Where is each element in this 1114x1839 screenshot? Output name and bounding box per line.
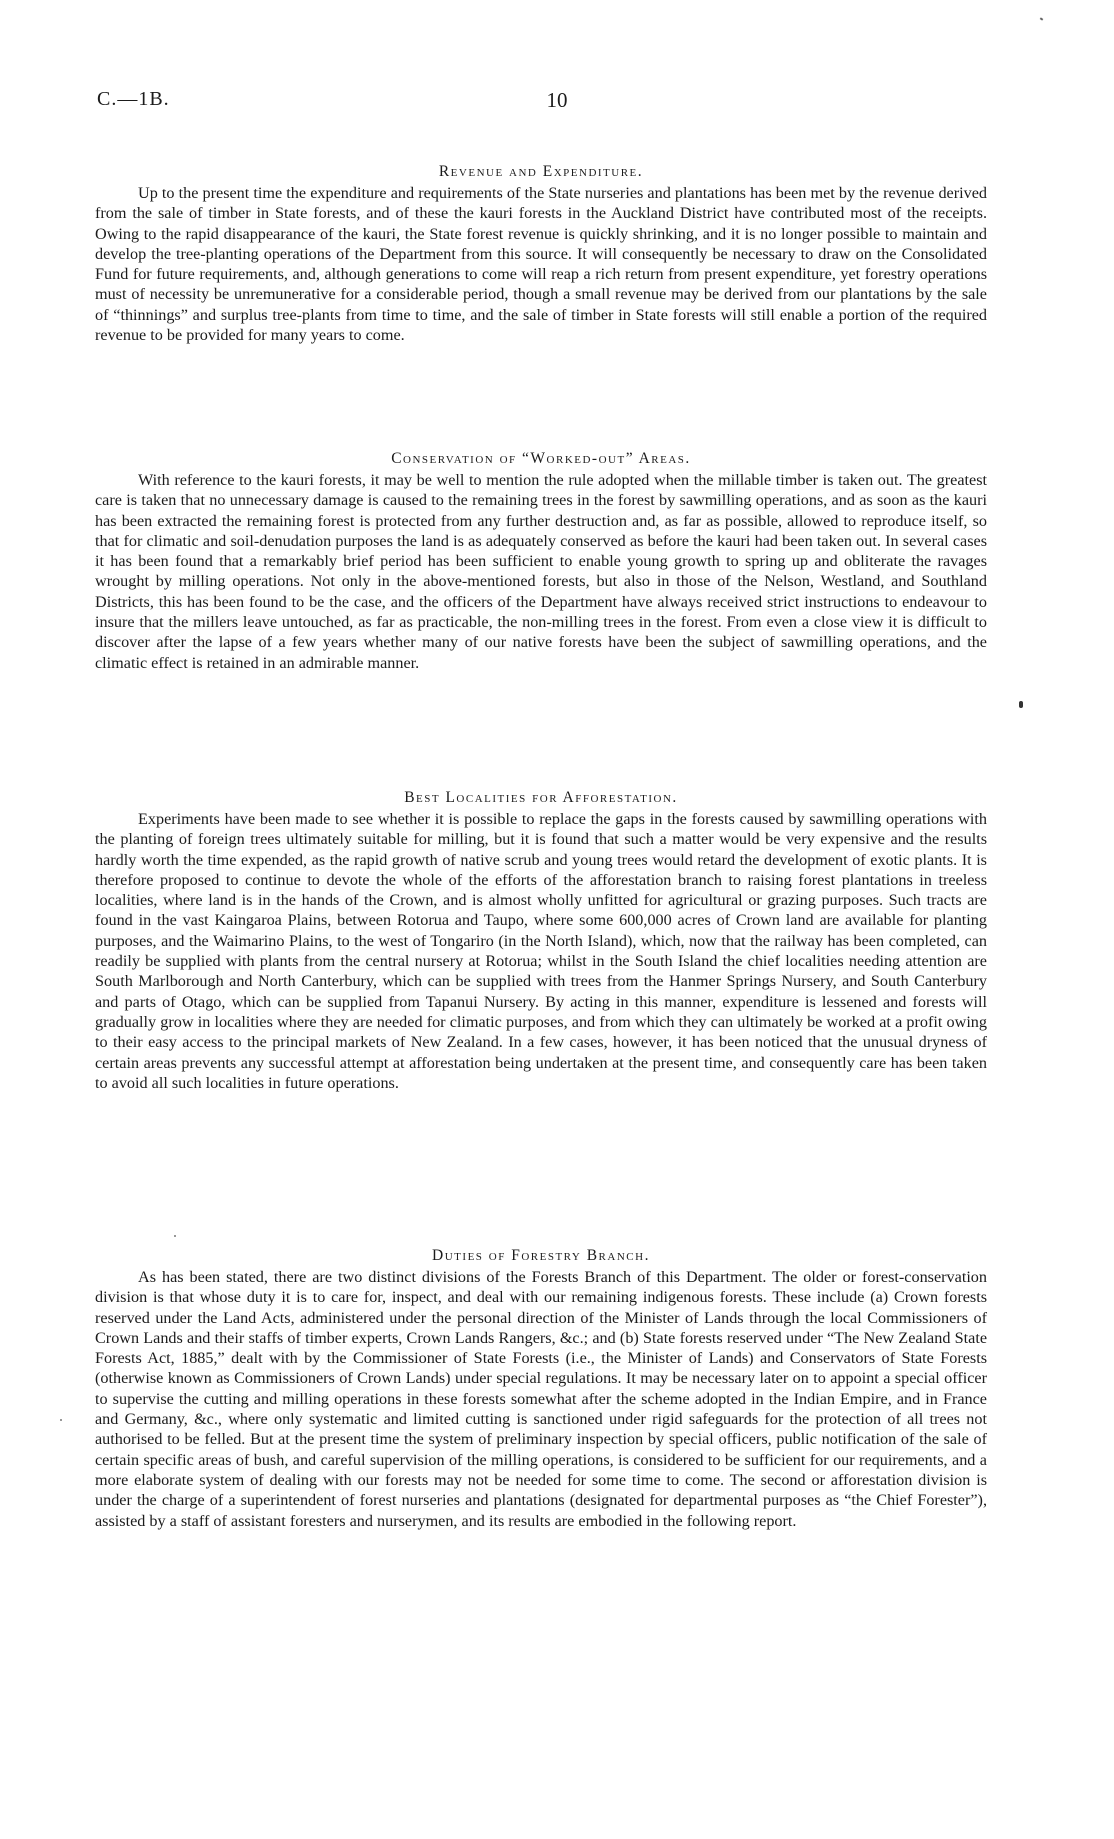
section-duties-of-forestry-branch <box>95 1244 987 1531</box>
section-paragraph: As has been stated, there are two distinct divisions of the Forests Branch of this Department. The older or forest-conservation division is that whose duty it is to care for, inspect, and deal with our remaining indigenous forests. These include (a) Crown forests reserved under the Land Acts, administered under the personal direction of the Minister of Lands through the local Commissioners of Crown Lands and their staffs of timber experts, Crown Lands Rangers, &c.; and (b) State forests reserved under “The New Zealand State Forests Act, 1885,” dealt with by the Commissioner of State Forests (i.e., the Minister of Lands) and Conservators of State Forests (otherwise known as Commissioners of Crown Lands) under special regulations. It may be necessary later on to appoint a special officer to supervise the cutting and milling operations in these forests somewhat after the scheme adopted in the Indian Empire, and in France and Germany, &c., where only systematic and limited cutting is sanctioned under rigid safeguards for the protection of all trees not authorised to be felled. But at the present time the system of preliminary inspection by special officers, public notification of the sale of certain specific areas of bush, and careful supervision of the milling operations, is considered to be sufficient for our requirements, and a more elaborate system of dealing with our forests may not be needed for some time to come. The second or afforestation division is under the charge of a superintendent of forest nurseries and plantations (designated for departmental purposes as “the Chief Forester”), assisted by a staff of assistant foresters and nurserymen, and its results are embodied in the following report. <box>95 1268 987 1530</box>
page-header <box>97 88 1017 118</box>
scan-speck <box>174 1235 176 1237</box>
section-heading: Best Localities for Afforestation. <box>404 789 678 806</box>
section-paragraph: Up to the present time the expenditure and requirements of the State nurseries and plantations has been met by the revenue derived from the sale of timber in State forests, and of these the kauri forests in the Auckland District have contributed most of the receipts. Owing to the rapid disappearance of the kauri, the State forest revenue is quickly shrinking, and it is no longer possible to maintain and develop the tree-planting operations of the Department from this source. It will consequently be necessary to draw on the Consolidated Fund for future requirements, and, although generations to come will reap a rich return from present expenditure, yet forestry operations must of necessity be unremunerative for a considerable period, though a small revenue may be derived from our plantations by the sale of “thinnings” and surplus tree-plants from time to time, and the sale of timber in State forests will still enable a portion of the required revenue to be provided for many years to come. <box>95 184 987 345</box>
section-heading: Conservation of “Worked-out” Areas. <box>391 450 691 467</box>
section-paragraph: Experiments have been made to see whether it is possible to replace the gaps in the forests caused by sawmilling operations with the planting of foreign trees ultimately suitable for milling, but it is found that such a matter would be very expensive and the results hardly worth the time expended, as the rapid growth of native scrub and young trees would retard the development of exotic plants. It is therefore proposed to continue to devote the whole of the efforts of the afforestation branch to raising forest plantations in treeless localities, where land is in the hands of the Crown, and is almost wholly unfitted for agricultural or grazing purposes. Such tracts are found in the vast Kaingaroa Plains, between Rotorua and Taupo, where some 600,000 acres of Crown land are available for planting purposes, and the Waimarino Plains, to the west of Tongariro (in the North Island), which, now that the railway has been completed, can readily be supplied with plants from the central nursery at Rotorua; whilst in the South Island the chief localities needing attention are South Marlborough and North Canterbury, which can be supplied with trees from the Hanmer Springs Nursery, and South Canterbury and parts of Otago, which can be supplied from Tapanui Nursery. By acting in this manner, expenditure is lessened and forests will gradually grow in localities where they are needed for climatic purposes, and from which they can ultimately be worked at a profit owing to their easy access to the principal markets of New Zealand. In a few cases, however, it has been noticed that the unusual dryness of certain areas prevents any successful attempt at afforestation being undertaken at the present time, and consequently care has been taken to avoid all such localities in future operations. <box>95 810 987 1092</box>
document-reference: C.—1B. <box>97 88 170 110</box>
scan-speck <box>1040 17 1044 20</box>
section-paragraph: With reference to the kauri forests, it may be well to mention the rule adopted when the millable timber is taken out. The greatest care is taken that no unnecessary damage is caused to the remaining trees in the forest by sawmilling operations, and as soon as the kauri has been extracted the remaining forest is protected from any further destruction and, as far as possible, allowed to reproduce itself, so that for climatic and soil-denudation purposes the land is as adequately conserved as before the kauri had been taken out. In several cases it has been found that a remarkably brief period has been sufficient to enable young growth to spring up and obliterate the ravages wrought by milling operations. Not only in the above-mentioned forests, but also in those of the Nelson, Westland, and Southland Districts, this has been found to be the case, and the officers of the Department have always received strict instructions to endeavour to insure that the millers leave untouched, as far as practicable, the non-milling trees in the forest. From even a close view it is difficult to discover after the lapse of a few years whether many of our native forests have been the subject of sawmilling operations, and the climatic effect is retained in an admirable manner. <box>95 471 987 672</box>
page-number: 10 <box>546 88 568 112</box>
section-conservation-of-worked-out-areas <box>95 447 987 673</box>
section-heading: Duties of Forestry Branch. <box>432 1247 650 1264</box>
section-heading: Revenue and Expenditure. <box>438 163 644 180</box>
section-best-localities-for-afforestation <box>95 786 987 1093</box>
margin-mark <box>1019 701 1023 708</box>
scan-speck <box>60 1419 62 1421</box>
section-revenue-and-expenditure <box>95 160 987 345</box>
